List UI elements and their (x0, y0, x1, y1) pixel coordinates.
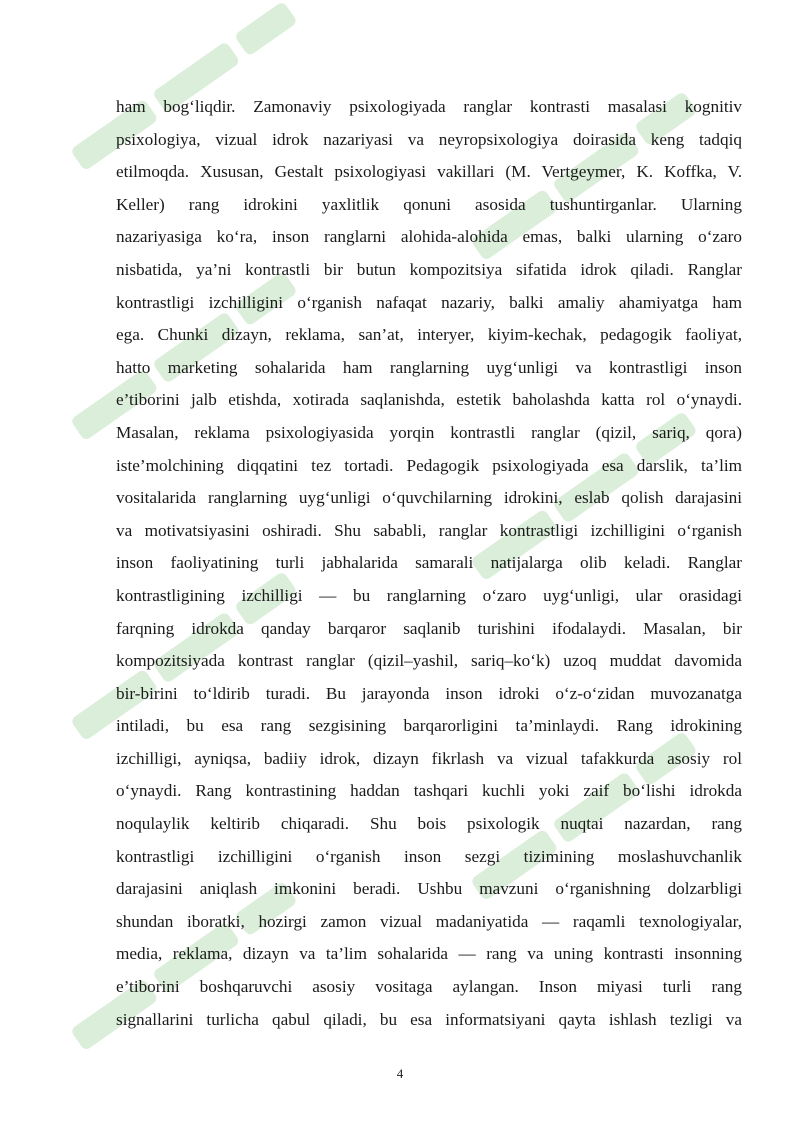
text-line: noqulaylik keltirib chiqaradi. Shu bois psixologik nuqtai nazardan, rang (116, 814, 742, 834)
text-line: kompozitsiyada kontrast ranglar (qizil–yashil, sariq–ko‘k) uzoq muddat davomida (116, 651, 742, 671)
text-line: Keller) rang idrokini yaxlitlik qonuni asosida tushuntirganlar. Ularning (116, 194, 742, 214)
text-line: kontrastligining izchilligi — bu ranglarning o‘zaro uyg‘unligi, ular orasidagi (116, 585, 742, 605)
text-line: intiladi, bu esa rang sezgisining barqarorligini ta’minlaydi. Rang idrokining (116, 716, 742, 736)
text-line: hatto marketing sohalarida ham ranglarning uyg‘unligi va kontrastligi inson (116, 357, 742, 377)
text-line: o‘ynaydi. Rang kontrastining haddan tashqari kuchli yoki zaif bo‘lishi idrokda (116, 781, 742, 801)
text-line: shundan iboratki, hozirgi zamon vizual madaniyatida — raqamli texnologiyalar, (116, 911, 742, 931)
text-line: darajasini aniqlash imkonini beradi. Ushbu mavzuni o‘rganishning dolzarbligi (116, 879, 742, 899)
text-line: Masalan, reklama psixologiyasida yorqin kontrastli ranglar (qizil, sariq, qora) (116, 422, 742, 442)
text-line: kontrastligi izchilligini o‘rganish inson sezgi tizimining moslashuvchanlik (116, 846, 742, 866)
text-line: vositalarida ranglarning uyg‘unligi o‘quvchilarning idrokini, eslab qolish darajasini (116, 488, 742, 508)
text-line: farqning idrokda qanday barqaror saqlanib turishini ifodalaydi. Masalan, bir (116, 618, 742, 638)
text-line: ham bog‘liqdir. Zamonaviy psixologiyada ranglar kontrasti masalasi kognitiv (116, 97, 742, 116)
text-line: ega. Chunki dizayn, reklama, san’at, interyer, kiyim-kechak, pedagogik faoliyat, (116, 325, 742, 345)
page-number: 4 (396, 1066, 404, 1081)
text-line: e’tiborini jalb etishda, xotirada saqlanishda, estetik baholashda katta rol o‘ynaydi. (116, 390, 742, 410)
text-line: signallarini turlicha qabul qiladi, bu esa informatsiyani qayta ishlash tezligi va (116, 1009, 742, 1029)
text-line: kontrastligi izchilligini o‘rganish nafaqat nazariy, balki amaliy ahamiyatga ham (116, 292, 742, 312)
text-line: iste’molchining diqqatini tez tortadi. Pedagogik psixologiyada esa darslik, ta’lim (116, 455, 742, 475)
body-text (116, 91, 742, 1036)
text-line: izchilligi, ayniqsa, badiiy idrok, dizayn fikrlash va vizual tafakkurda asosiy rol (116, 748, 742, 768)
text-line: etilmoqda. Xususan, Gestalt psixologiyasi vakillari (M. Vertgeymer, K. Koffka, V. (116, 162, 742, 182)
text-line: va motivatsiyasini oshiradi. Shu sababli, ranglar kontrastligi izchilligini o‘rganish (116, 520, 742, 540)
text-line: e’tiborini boshqaruvchi asosiy vositaga aylangan. Inson miyasi turli rang (116, 977, 742, 997)
text-line: inson faoliyatining turli jabhalarida samarali natijalarga olib keladi. Ranglar (116, 553, 742, 573)
text-line: psixologiya, vizual idrok nazariyasi va neyropsixologiya doirasida keng tadqiq (116, 129, 742, 149)
text-line: media, reklama, dizayn va ta’lim sohalarida — rang va uning kontrasti insonning (116, 944, 742, 964)
text-line: nisbatida, ya’ni kontrastli bir butun kompozitsiya sifatida idrok qiladi. Ranglar (116, 259, 742, 279)
text-line: nazariyasiga ko‘ra, inson ranglarni alohida-alohida emas, balki ularning o‘zaro (116, 227, 742, 247)
text-line: bir-birini to‘ldirib turadi. Bu jarayonda inson idroki o‘z-o‘zidan muvozanatga (116, 683, 742, 703)
